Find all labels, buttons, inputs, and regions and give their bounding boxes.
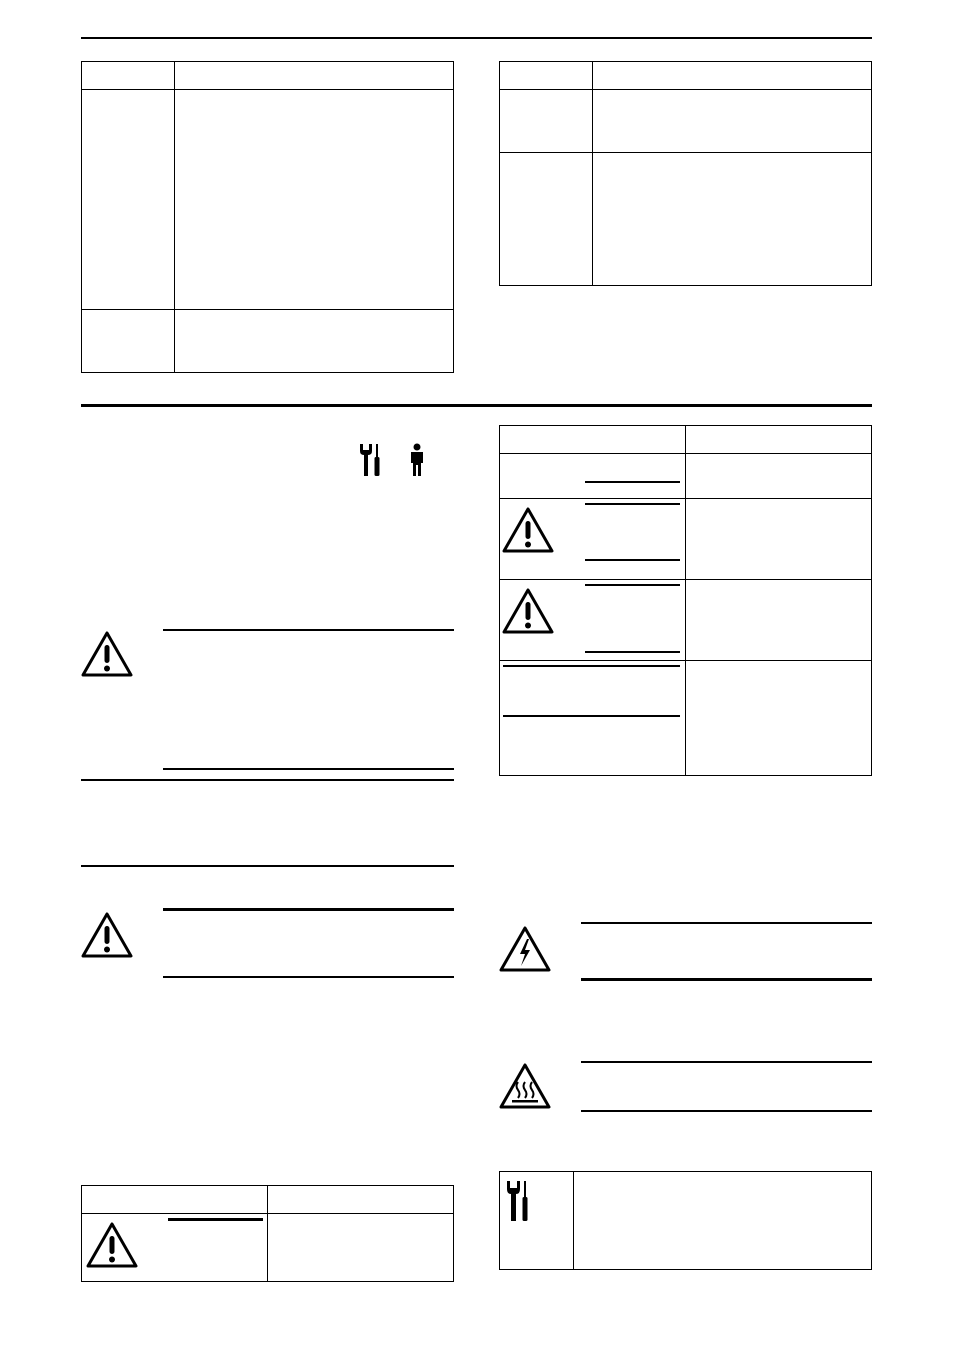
- table-top-left: [81, 61, 454, 373]
- hazard-signal-rule: [585, 584, 680, 586]
- note-bottom-rule: [81, 865, 454, 867]
- warning-triangle-icon: [86, 1221, 138, 1269]
- warning-triangle-icon: [502, 587, 554, 635]
- tools-note-box: [499, 1171, 872, 1270]
- hot-surface-top-rule: [581, 1061, 872, 1063]
- top-rule: [81, 37, 872, 39]
- tools-icon: [358, 443, 384, 477]
- table-top-right-header-rule: [499, 89, 872, 90]
- hazard-signal-rule: [585, 651, 680, 653]
- person-icon: [408, 443, 426, 477]
- warning-1-top-rule: [163, 629, 454, 631]
- hazard-signal-rule: [585, 559, 680, 561]
- electric-bottom-rule: [581, 978, 872, 981]
- table-bottom-left-col-divider: [267, 1185, 268, 1282]
- table-hazard-row-2-rule: [499, 579, 872, 580]
- table-top-left-row-rule: [81, 309, 454, 310]
- hazard-signal-rule: [503, 715, 680, 717]
- note-top-rule: [81, 779, 454, 781]
- table-top-left-col-divider: [174, 61, 175, 373]
- warning-triangle-icon: [81, 630, 133, 678]
- hot-surface-icon: [499, 1062, 551, 1110]
- table-top-right: [499, 61, 872, 286]
- tools-icon: [505, 1180, 531, 1222]
- table-hazard-col-divider: [685, 425, 686, 776]
- section-rule: [81, 404, 872, 407]
- warning-2-bottom-rule: [163, 976, 454, 978]
- table-top-right-row-rule: [499, 152, 872, 153]
- warning-1-bottom-rule: [163, 768, 454, 770]
- hot-surface-bottom-rule: [581, 1110, 872, 1112]
- table-top-left-header-rule: [81, 89, 454, 90]
- table-top-right-col-divider: [592, 61, 593, 286]
- warning-triangle-icon: [81, 911, 133, 959]
- tools-note-col-divider: [573, 1171, 574, 1270]
- electric-hazard-icon: [499, 925, 551, 973]
- table-hazard-row-3-rule: [499, 660, 872, 661]
- table-hazard-header-rule: [499, 453, 872, 454]
- table-hazard-row-1-rule: [499, 498, 872, 499]
- electric-top-rule: [581, 922, 872, 924]
- table-bottom-left-signal-rule: [168, 1218, 263, 1221]
- hazard-signal-rule: [585, 481, 680, 483]
- hazard-signal-rule: [585, 503, 680, 505]
- warning-2-top-rule: [163, 908, 454, 911]
- warning-triangle-icon: [502, 506, 554, 554]
- hazard-signal-rule: [503, 665, 680, 667]
